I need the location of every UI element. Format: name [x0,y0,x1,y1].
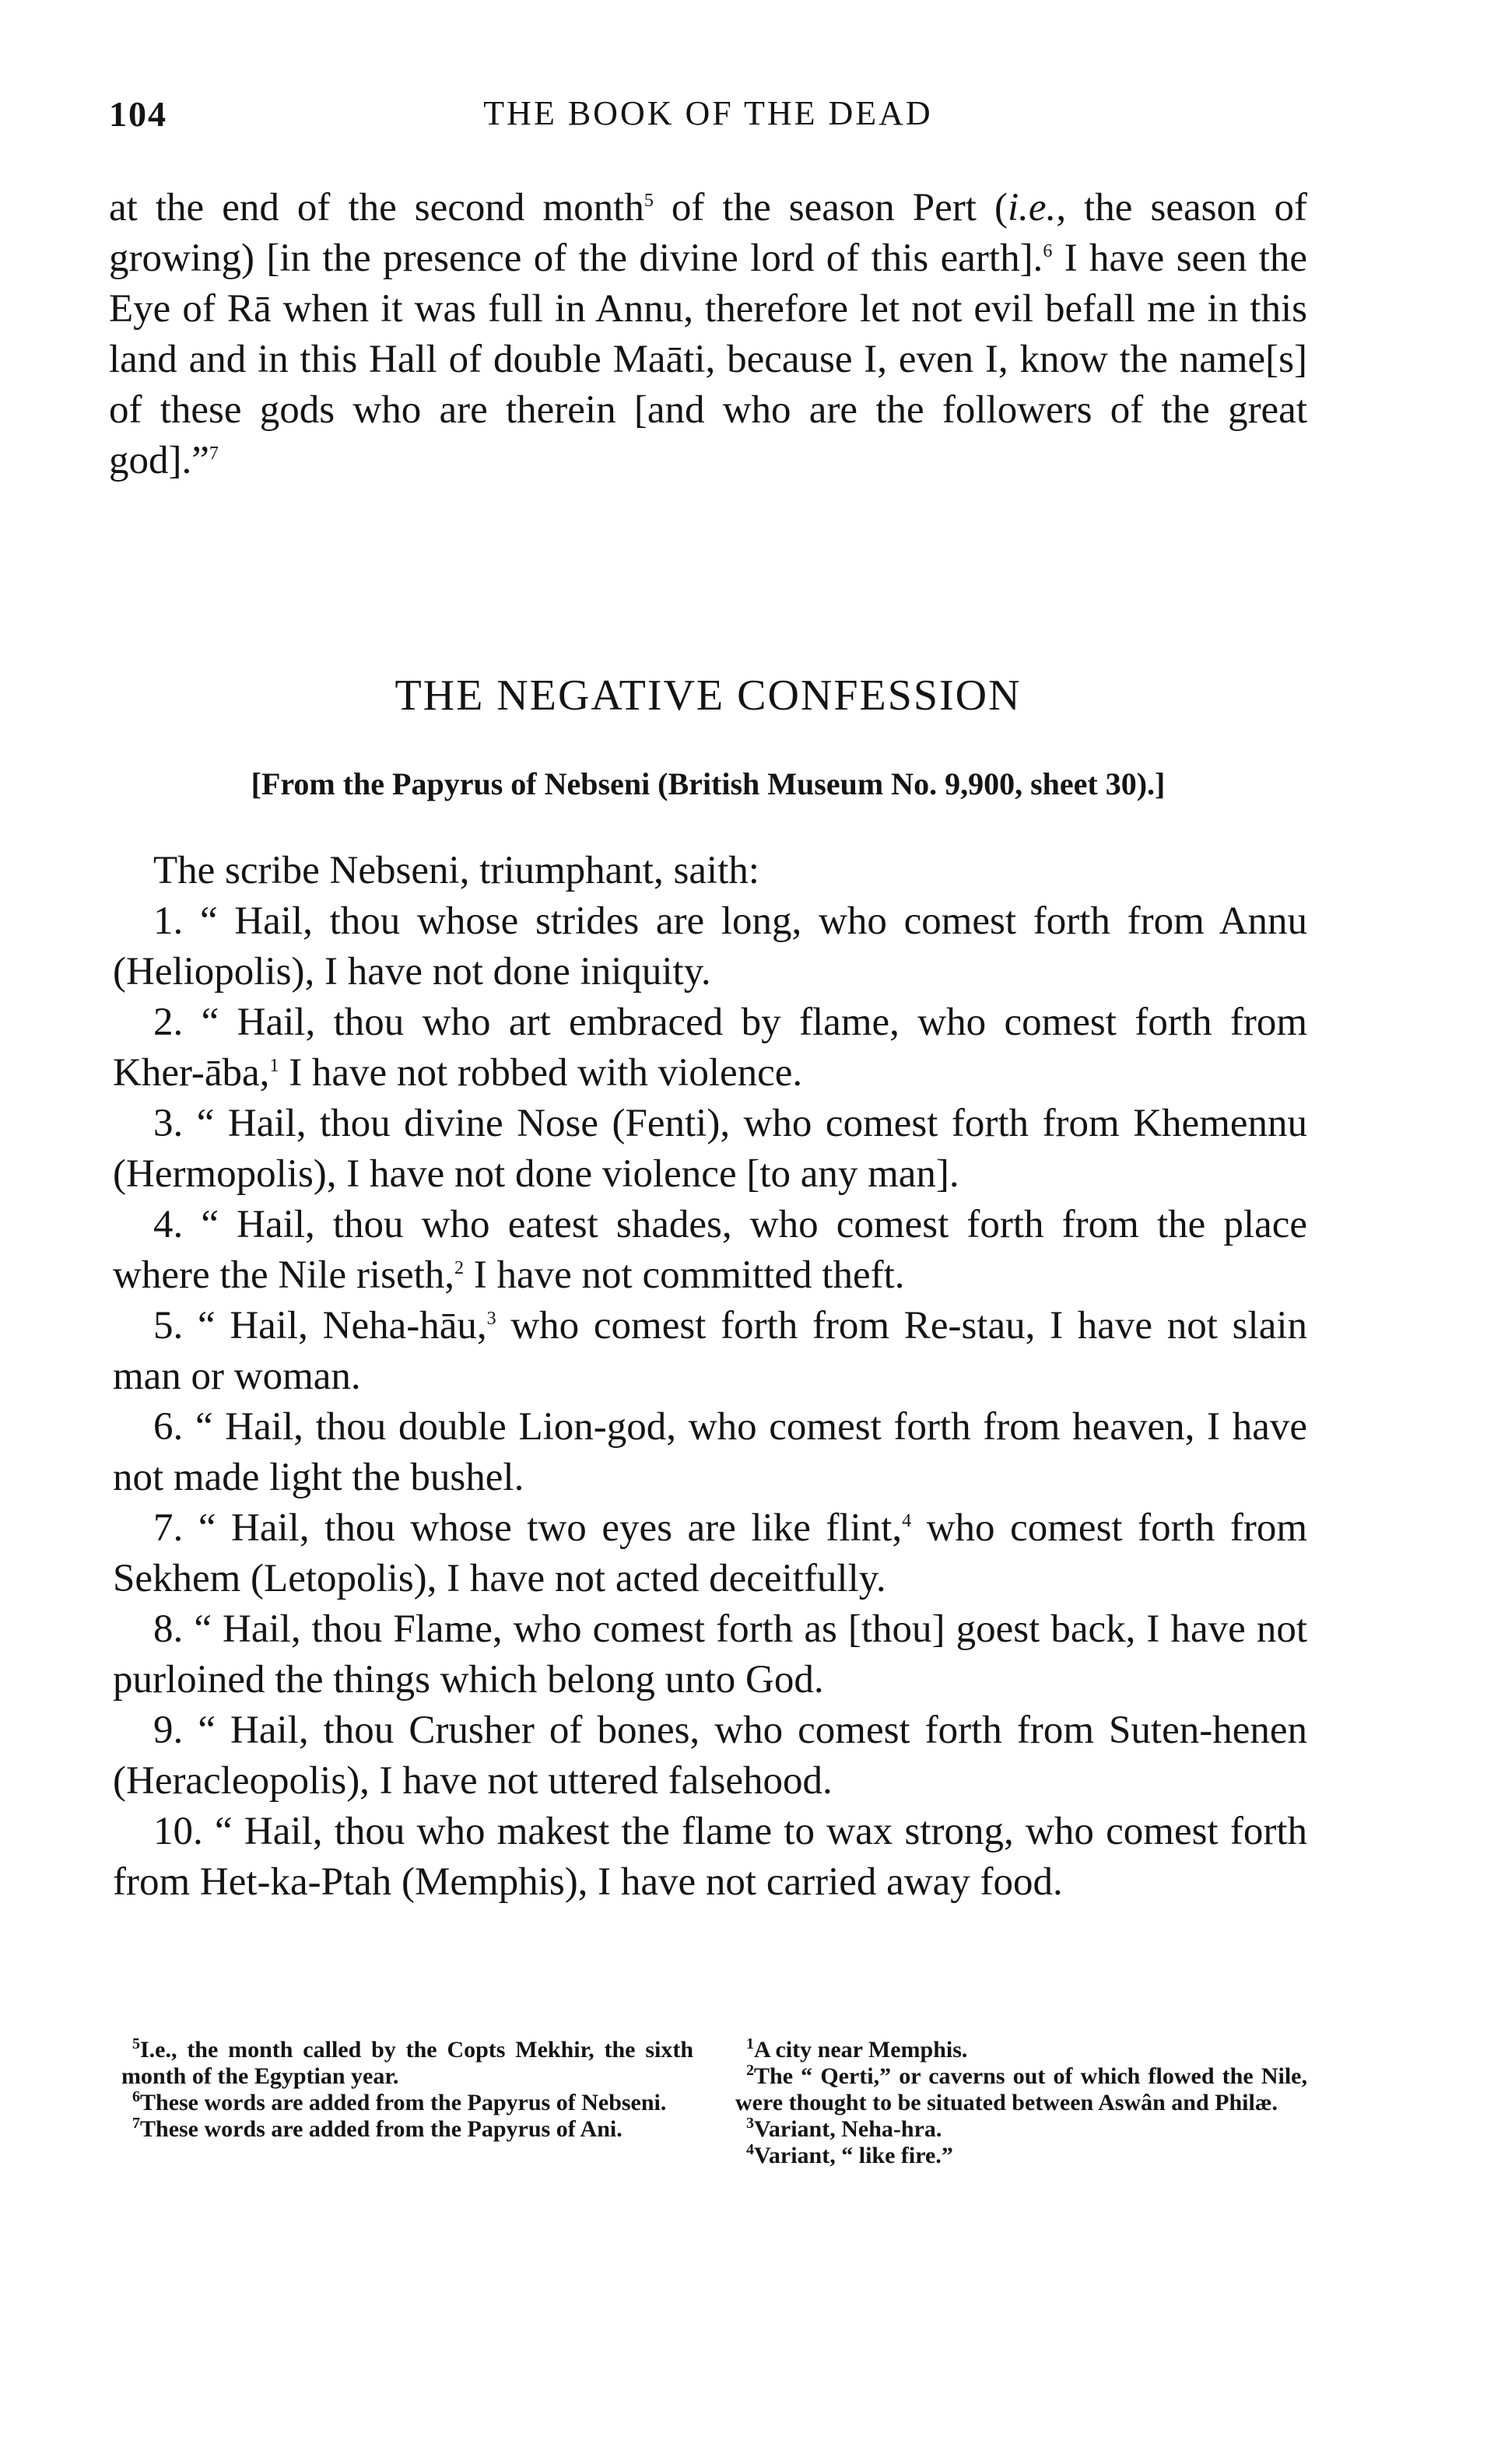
footnote [735,2037,1307,2063]
footnote-mark: 4 [746,2141,754,2158]
footnote-mark: 1 [746,2035,754,2052]
footnote-mark: 2 [746,2062,754,2079]
running-title: THE BOOK OF THE DEAD [483,94,933,132]
confession-item-2 [113,997,1307,1099]
confession-intro: The scribe Nebseni, triumphant, saith: [153,849,759,892]
footnote-ref: 3 [486,1309,496,1329]
footnote [735,2063,1307,2116]
item-text: 7. “ Hail, thou whose two eyes are like flint, [153,1506,903,1550]
confession-item-9: 9. “ Hail, thou Crusher of bones, who comest forth from Suten-henen (Heracleopolis), I have not uttered falsehood. [113,1709,1307,1803]
footnote-ref: 4 [902,1511,912,1531]
abbreviation: i.e. [1008,186,1057,230]
negative-confession [113,846,1307,1908]
item-text: 4. “ Hail, thou who eatest shades, who comest forth from the place where the Nile riseth, [113,1203,1307,1297]
page-number: 104 [109,94,167,134]
footnote-text: A city near Memphis. [754,2037,968,2063]
item-text: I have not robbed with violence. [279,1051,803,1095]
confession-item-5 [113,1301,1307,1402]
confession-item-3: 3. “ Hail, thou divine Nose (Fenti), who comest forth from Khemennu (Hermopolis), I have not done violence [to any man]. [113,1102,1307,1196]
footnote-ref: 7 [209,443,219,464]
footnote-mark: 7 [132,2115,140,2132]
footnote-ref: 6 [1043,241,1053,261]
opening-segment: of the season Pert ( [653,186,1008,230]
footnote-text: I.e., the month called by the Copts Mekhir, the sixth month of the Egyptian year. [121,2037,693,2089]
footnote-ref: 2 [454,1258,465,1278]
confession-item-7 [113,1503,1307,1604]
footnote [735,2143,1307,2169]
footnote-text: These words are added from the Papyrus of Nebseni. [140,2090,667,2115]
confession-item-8: 8. “ Hail, thou Flame, who comest forth as [thou] goest back, I have not purloined the things which belong unto God. [113,1607,1307,1702]
footnote-ref: 1 [269,1056,279,1076]
footnote-mark: 3 [746,2115,754,2132]
opening-segment: I have seen the Eye of Rā when it was full in Annu, therefore let not evil befall me in this land and in this Hall of double Maāti, because I, even I, know the name[s] of these gods who are therein [and who are the followers of the great god].” [109,237,1307,482]
footnotes-right-column [735,2037,1307,2169]
item-text: 5. “ Hail, Neha-hāu, [153,1304,487,1348]
page-header [109,93,1307,140]
footnote [121,2037,693,2090]
footnote [735,2116,1307,2143]
opening-segment: at the end of the second month [109,186,644,230]
footnote-mark: 5 [132,2035,140,2052]
footnote-text: Variant, “ like fire.” [754,2143,953,2168]
footnote [121,2090,693,2116]
item-text: who comest forth from Re-stau, I have not slain man or woman. [113,1304,1307,1398]
footnote-mark: 6 [132,2088,140,2105]
confession-item-4 [113,1200,1307,1301]
item-text: I have not committed theft. [464,1253,905,1297]
opening-segment: , the season of growing) [in the presence of the divine lord of this earth]. [109,186,1307,280]
confession-item-10: 10. “ Hail, thou who makest the flame to wax strong, who comest forth from Het-ka-Ptah (Memphis), I have not carried away food. [113,1810,1307,1904]
footnotes-left-column [121,2037,693,2143]
footnote-text: The “ Qerti,” or caverns out of which flowed the Nile, were thought to be situated between Aswân and Philæ. [735,2063,1307,2115]
source-citation: [From the Papyrus of Nebseni (British Museum No. 9,900, sheet 30).] [251,766,1166,801]
footnote [121,2116,693,2143]
item-text: 2. “ Hail, thou who art embraced by flame, who comest forth from Kher-āba, [113,1001,1307,1095]
footnote-text: These words are added from the Papyrus of Ani. [140,2116,622,2142]
footnote-text: Variant, Neha-hra. [754,2116,942,2142]
opening-text [109,183,1307,486]
section-title: THE NEGATIVE CONFESSION [395,671,1022,720]
opening-paragraph [109,183,1307,486]
confession-item-6: 6. “ Hail, thou double Lion-god, who comest forth from heaven, I have not made light the bushel. [113,1405,1307,1499]
footnote-ref: 5 [644,191,654,211]
item-text: who comest forth from Sekhem (Letopolis), I have not acted deceitfully. [113,1506,1307,1600]
confession-item-1: 1. “ Hail, thou whose strides are long, who comest forth from Annu (Heliopolis), I have not done iniquity. [113,899,1307,994]
